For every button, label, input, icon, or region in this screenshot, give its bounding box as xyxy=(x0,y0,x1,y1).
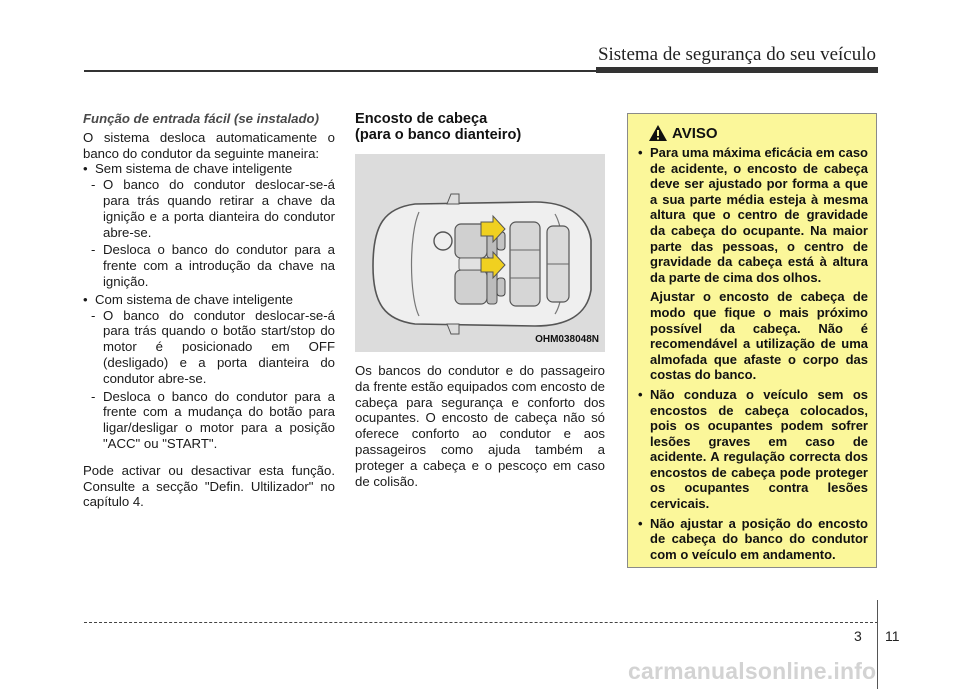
figure-code: OHM038048N xyxy=(535,334,599,346)
headrest-figure xyxy=(355,154,605,352)
easy-access-intro: O sistema desloca automaticamente o banco do condutor da seguinte maneira: xyxy=(83,129,335,161)
section-title-line2: (para o banco dianteiro) xyxy=(355,127,522,143)
warning-item: • Não ajustar a posição do encosto de cabeça do banco do condutor com o veículo em andamento. xyxy=(638,516,868,563)
car-topview-illustration xyxy=(355,154,605,352)
footer-rule xyxy=(84,622,878,623)
warning-item-text: • Para uma máxima eficácia em caso de acidente, o encosto de cabeça deve ser ajustado por forma a que a sua parte média esteja à mesma altura que o centro de gravidade da cabeça do ocupante. Na maior parte das pessoas, o centro de gravidade da cabeça está à altura da parte de cima dos olhos. xyxy=(650,145,868,285)
chapter-number: 3 xyxy=(854,628,862,644)
warning-title: AVISO xyxy=(672,124,718,142)
dash-item: - O banco do condutor deslocar-se-á para trás quando o botão start/stop do motor é posicionado em OFF (desligado) e a porta dianteira do condutor abre-se. xyxy=(83,308,335,387)
page-number-divider xyxy=(877,600,878,689)
warning-box xyxy=(627,113,877,568)
section-title-line1: Encosto de cabeça xyxy=(355,111,488,127)
header-rule xyxy=(84,70,596,72)
warning-header xyxy=(648,124,868,142)
middle-column xyxy=(355,111,605,489)
easy-access-closing: Pode activar ou desactivar esta função. Consulte a secção "Defin. Ultilizador" no capítulo 4. xyxy=(83,462,335,510)
bullet-no-smart-key: • Sem sistema de chave inteligente xyxy=(83,161,335,177)
left-column xyxy=(83,111,335,510)
warning-item: • Não conduza o veículo sem os encostos de cabeça colocados, pois os ocupantes podem sofrer lesões graves em caso de acidente. A regulação correcta dos encostos de cabeça pode proteger os ocupantes contra lesões cervicais. xyxy=(638,387,868,512)
section-title xyxy=(355,111,605,143)
dash-item: - Desloca o banco do condutor para a frente com a mudança do botão para ligar/desligar o motor para a posição "ACC" ou "START". xyxy=(83,389,335,452)
page-header-title: Sistema de segurança do seu veículo xyxy=(597,44,876,65)
headrest-body: Os bancos do condutor e do passageiro da frente estão equipados com encosto de cabeça para segurança e conforto dos ocupantes. O encosto de cabeça não só oferece conforto ao condutor e aos passageiros como ajuda também a proteger a cabeça e o pescoço em caso de colisão. xyxy=(355,363,605,489)
warning-item-subtext: Ajustar o encosto de cabeça de modo que fique o mais próximo possível da cabeça. Não é recomendável a utilização de uma almofada que afaste o corpo das costas do banco. xyxy=(650,289,868,383)
easy-access-subhead: Função de entrada fácil (se instalado) xyxy=(83,111,319,126)
header-rule-thick xyxy=(596,67,878,73)
watermark: carmanualsonline.info xyxy=(628,658,877,684)
page-number: 11 xyxy=(885,628,900,644)
warning-item xyxy=(638,145,868,383)
dash-item: - Desloca o banco do condutor para a frente com a introdução da chave na ignição. xyxy=(83,242,335,289)
dash-item: - O banco do condutor deslocar-se-á para trás quando retirar a chave da ignição e a porta dianteira do condutor abre-se. xyxy=(83,177,335,240)
bullet-smart-key: • Com sistema de chave inteligente xyxy=(83,292,335,308)
warning-triangle-icon xyxy=(648,124,668,142)
